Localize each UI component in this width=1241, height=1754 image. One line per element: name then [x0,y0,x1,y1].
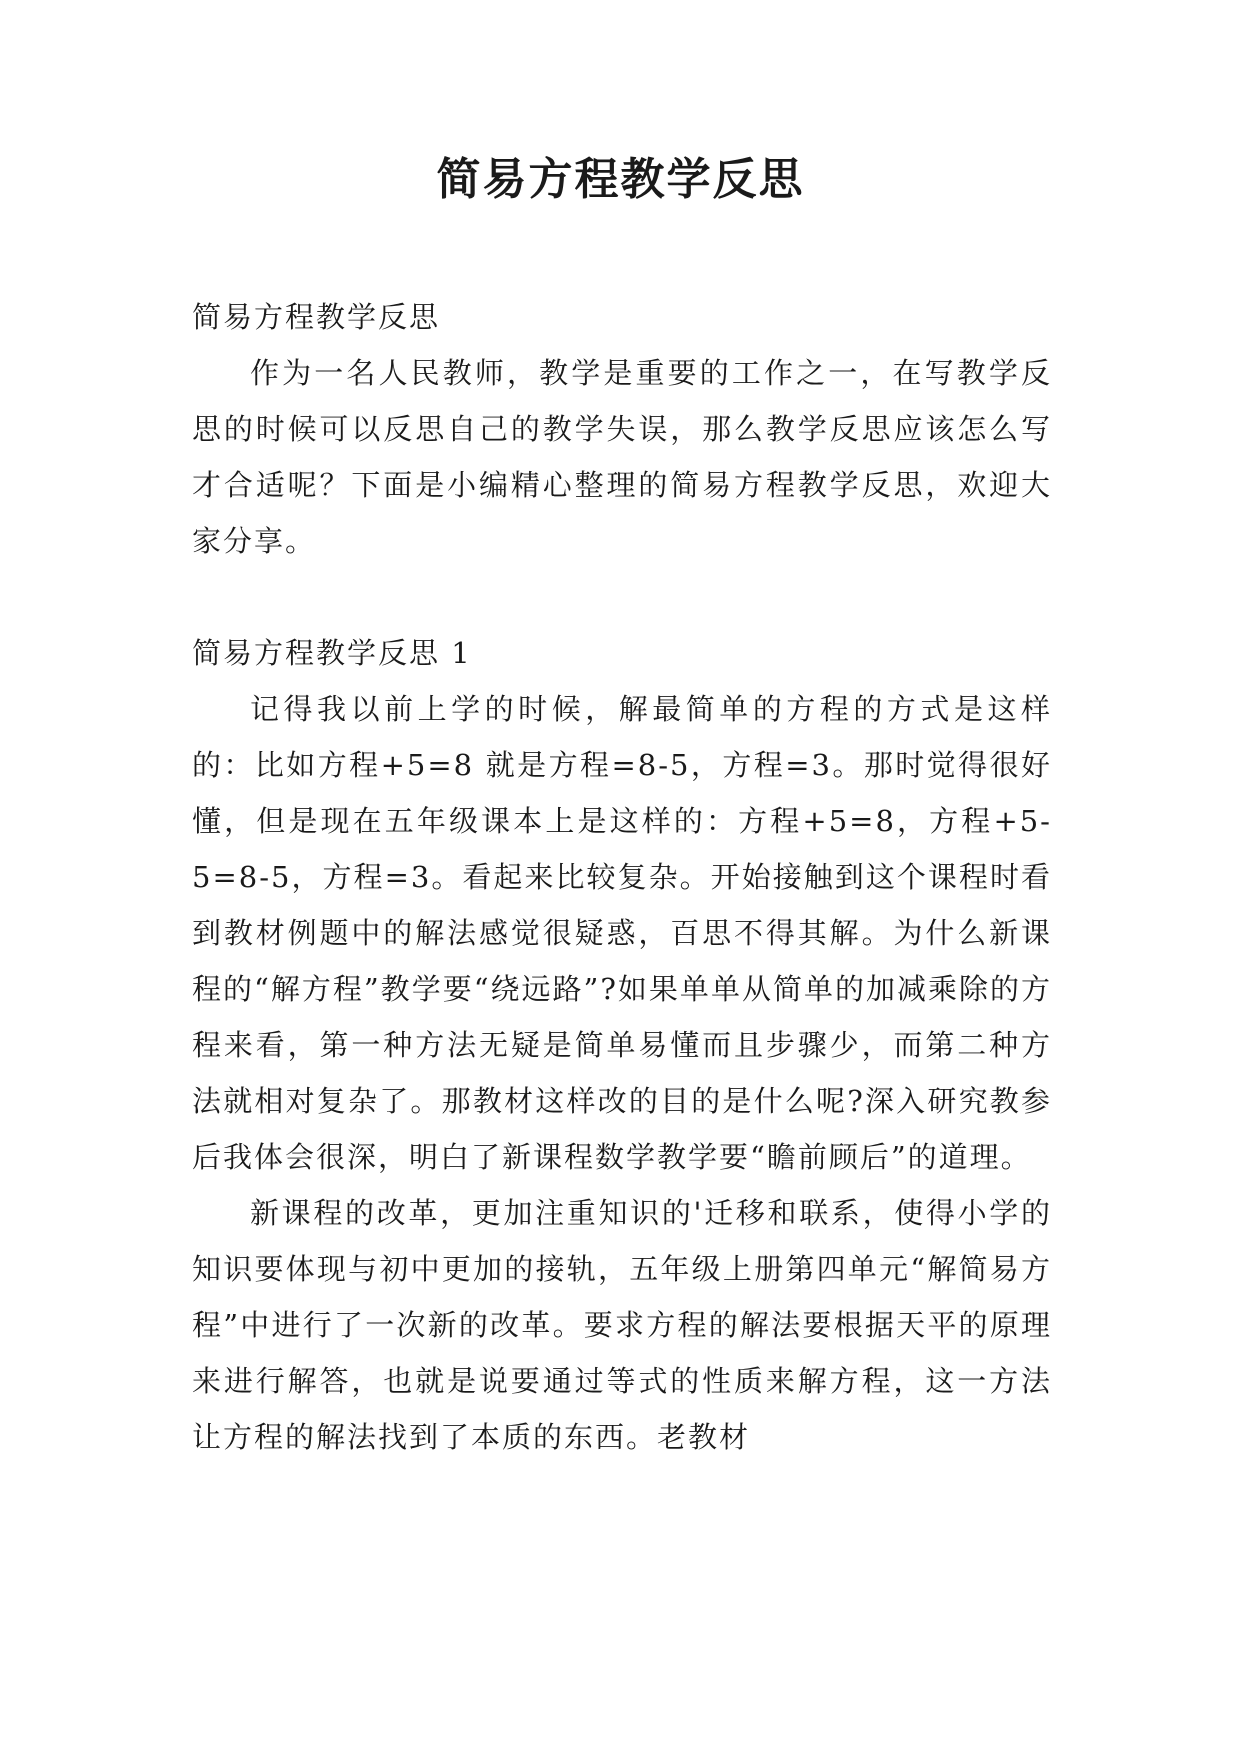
intro-paragraph: 作为一名人民教师，教学是重要的工作之一，在写教学反思的时候可以反思自己的教学失误，那么教学反思应该怎么写才合适呢？下面是小编精心整理的简易方程教学反思，欢迎大家分享。 [192,356,1052,558]
section1-heading: 简易方程教学反思 1 [192,636,472,670]
section1-paragraph-2: 新课程的改革，更加注重知识的'迁移和联系，使得小学的知识要体现与初中更加的接轨，五年级上册第四单元“解简易方程”中进行了一次新的改革。要求方程的解法要根据天平的原理来进行解答，也就是说要通过等式的性质来解方程，这一方法让方程的解法找到了本质的东西。老教材 [192,1196,1052,1454]
document-title: 简易方程教学反思 [436,154,805,205]
intro-heading: 简易方程教学反思 [192,300,441,334]
section-spacer [192,569,1052,625]
section1-paragraph-1: 记得我以前上学的时候，解最简单的方程的方式是这样的：比如方程+5=8 就是方程=8-5，方程=3。那时觉得很好懂，但是现在五年级课本上是这样的：方程+5=8，方程+5-5=8-5，方程=3。看起来比较复杂。开始接触到这个课程时看到教材例题中的解法感觉很疑惑，百思不得其解。为什么新课程的“解方程”教学要“绕远路”?如果单单从简单的加减乘除的方程来看，第一种方法无疑是简单易懂而且步骤少，而第二种方法就相对复杂了。那教材这样改的目的是什么呢?深入研究教参后我体会很深，明白了新课程数学教学要“瞻前顾后”的道理。 [192,692,1052,1174]
document-body [192,289,1052,1465]
